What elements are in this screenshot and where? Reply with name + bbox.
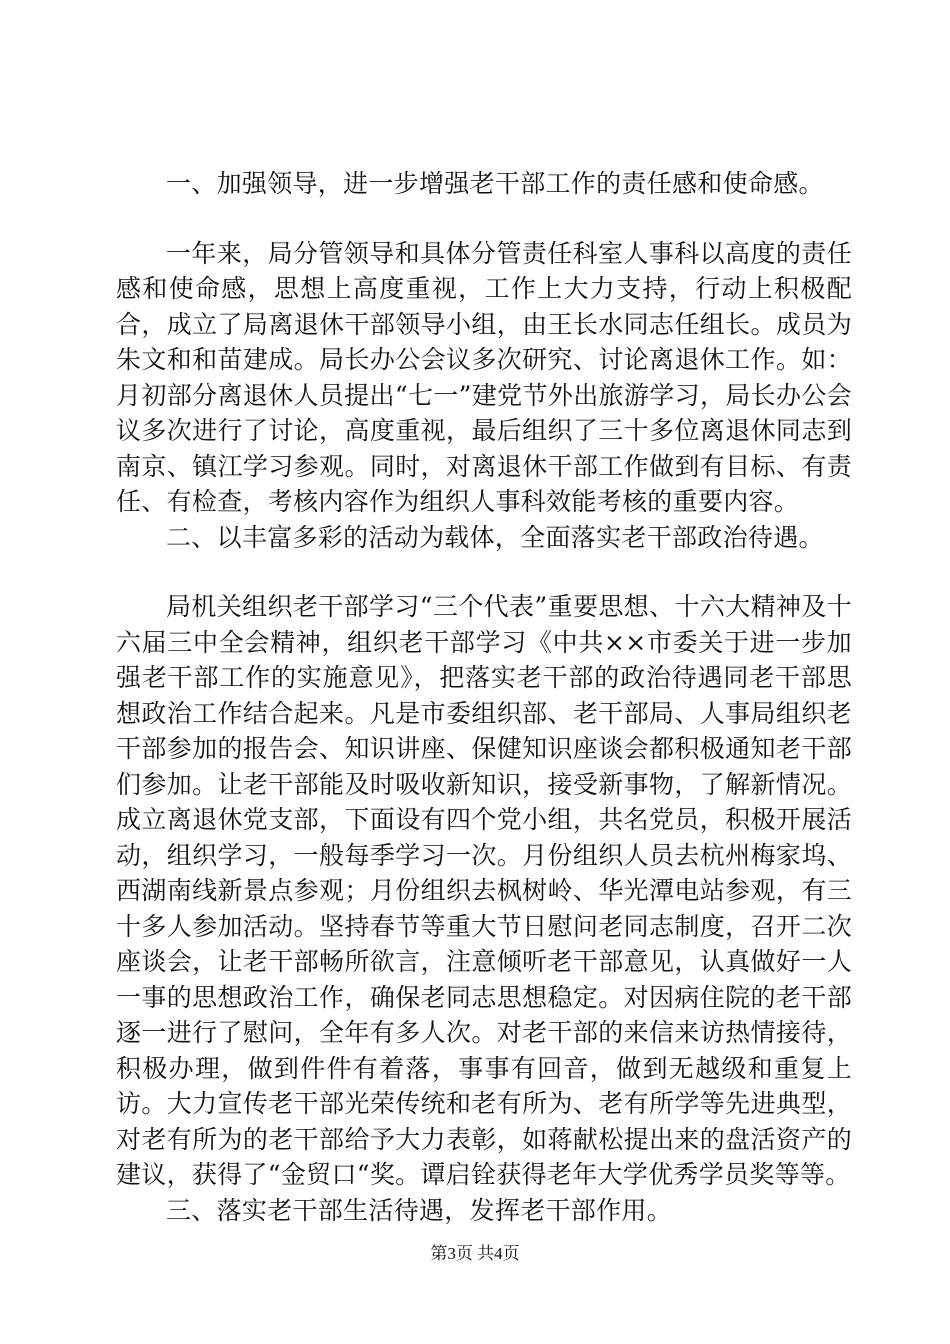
page-footer (0, 1244, 950, 1264)
section-heading-3: 三、落实老干部生活待遇，发挥老干部作用。 (166, 1195, 673, 1225)
section-paragraph-2: 局机关组织老干部学习“三个代表”重要思想、十六大精神及十六届三中全会精神，组织老干部学习《中共××市委关于进一步加强老干部工作的实施意见》，把落实老干部的政治待遇同老干部思想政治工作结合起来。凡是市委组织部、老干部局、人事局组织老干部参加的报告会、知识讲座、保健知识座谈会都积极通知老干部们参加。让老干部能及时吸收新知识，接受新事物，了解新情况。成立离退休党支部，下面设有四个党小组，共名党员，积极开展活动，组织学习，一般每季学习一次。月份组织人员去杭州梅家坞、西湖南线新景点参观；月份组织去枫树岭、华光潭电站参观，有三十多人参加活动。坚持春节等重大节日慰问老同志制度，召开二次座谈会，让老干部畅所欲言，注意倾听老干部意见，认真做好一人一事的思想政治工作，确保老同志思想稳定。对因病住院的老干部逐一进行了慰问，全年有多人次。对老干部的来信来访热情接待，积极办理，做到件件有着落，事事有回音，做到无越级和重复上访。大力宣传老干部光荣传统和老有所为、老有所学等先进典型，对老有所为的老干部给予大力表彰，如蒋献松提出来的盘活资产的建议，获得了“金贸口“奖。谭启铨获得老年大学优秀学员奖等等。 (116, 592, 852, 1189)
section-heading-1: 一、加强领导，进一步增强老干部工作的责任感和使命感。 (166, 169, 824, 198)
section-paragraph-1: 一年来，局分管领导和具体分管责任科室人事科以高度的责任感和使命感，思想上高度重视，工作上大力支持，行动上积极配合，成立了局离退休干部领导小组，由王长水同志任组长。成员为朱文和和苗建成。局长办公会议多次研究、讨论离退休工作。如：月初部分离退休人员提出“七一”建党节外出旅游学习，局长办公会议多次进行了讨论，高度重视，最后组织了三十多位离退休同志到南京、镇江学习参观。同时，对离退休干部工作做到有目标、有责任、有检查，考核内容作为组织人事科效能考核的重要内容。 (116, 238, 852, 516)
document-body (116, 166, 852, 1228)
section-heading-2: 二、以丰富多彩的活动为载体，全面落实老干部政治待遇。 (166, 522, 824, 552)
page-number-label: 第3页 共4页 (430, 1244, 520, 1263)
